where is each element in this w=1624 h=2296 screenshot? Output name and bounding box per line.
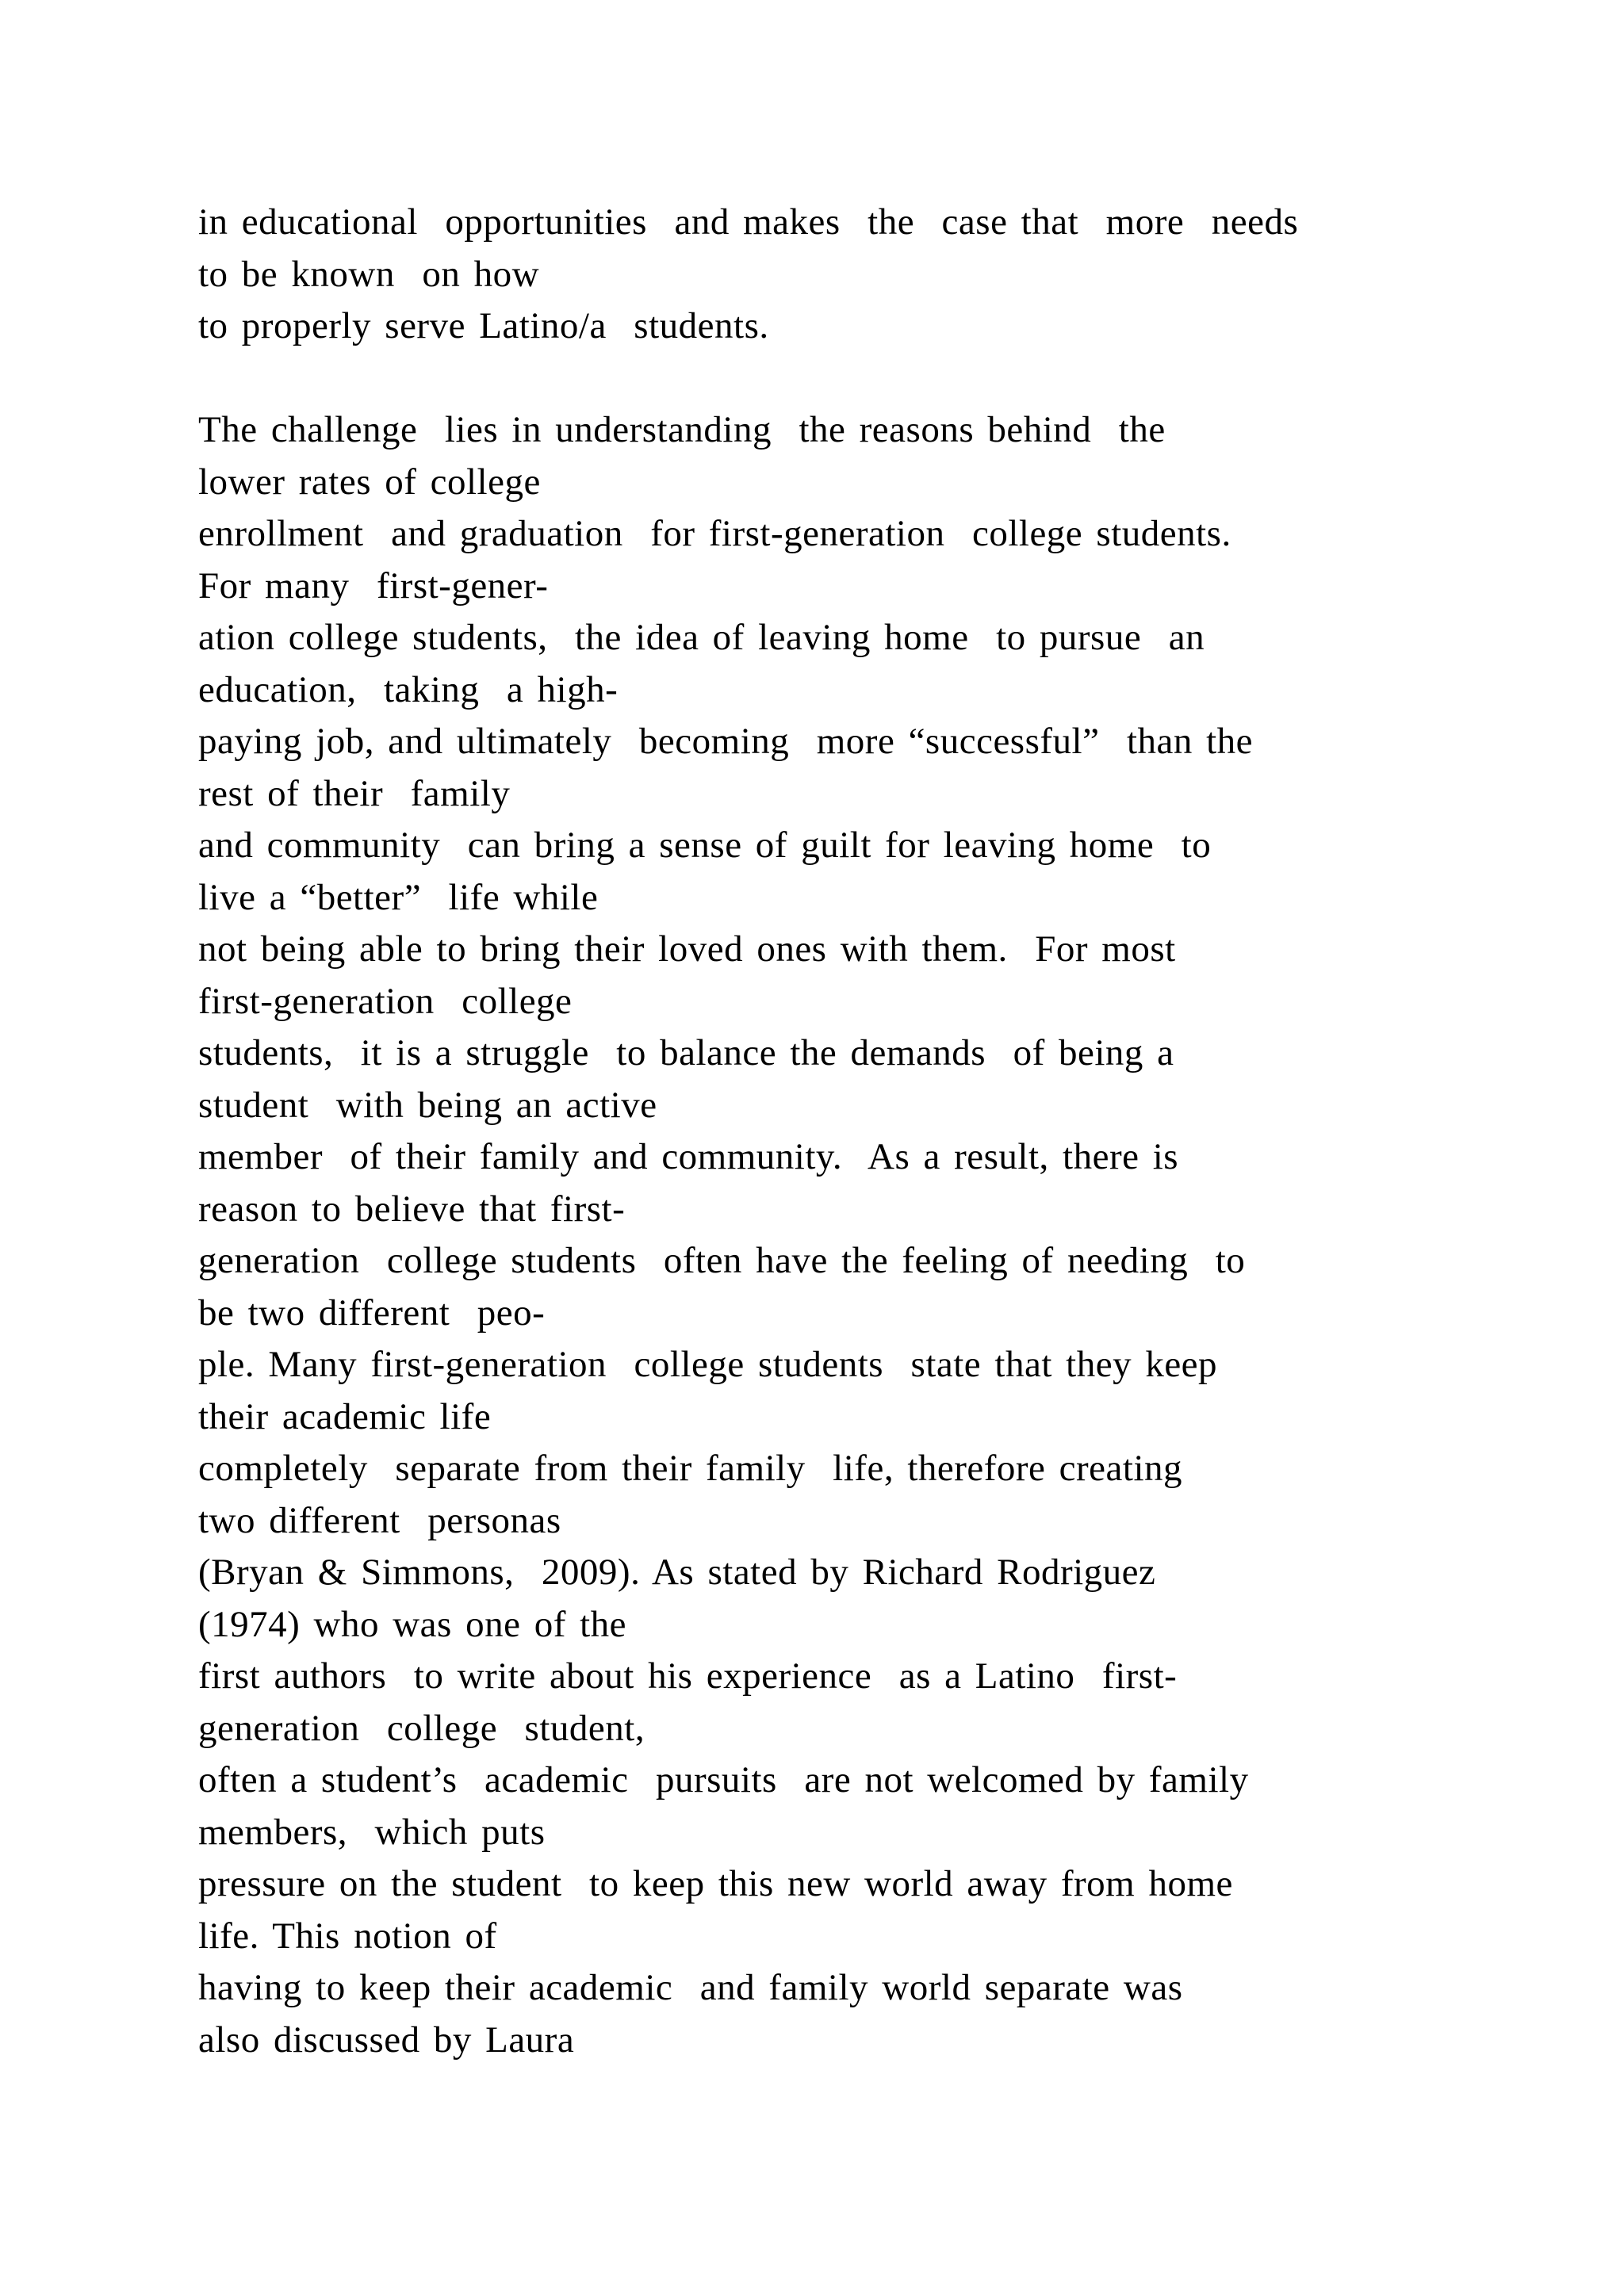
text-line: ple. Many first-generation college students state that they keep — [198, 1344, 1218, 1385]
text-line: two different personas — [198, 1499, 561, 1541]
text-line: often a student’s academic pursuits are not welcomed by family — [198, 1759, 1249, 1800]
paragraph-2 — [198, 404, 1435, 2066]
text-line: reason to believe that first- — [198, 1188, 626, 1230]
text-line: in educational opportunities and makes the case that more needs — [198, 201, 1299, 243]
text-line: generation college student, — [198, 1707, 645, 1749]
text-line: life. This notion of — [198, 1915, 497, 1957]
text-line: rest of their family — [198, 772, 511, 814]
text-line: student with being an active — [198, 1084, 657, 1126]
text-line: to be known on how — [198, 253, 540, 295]
paragraph-1 — [198, 197, 1435, 353]
text-line: member of their family and community. As a result, there is — [198, 1136, 1179, 1177]
text-line: (Bryan & Simmons, 2009). As stated by Richard Rodriguez — [198, 1552, 1156, 1593]
text-line: their academic life — [198, 1395, 492, 1437]
text-line: For many first-gener- — [198, 564, 549, 607]
text-line: enrollment and graduation for first-generation college students. — [198, 513, 1231, 554]
text-line: education, taking a high- — [198, 668, 619, 710]
text-line: live a “better” life while — [198, 876, 599, 918]
text-line: be two different peo- — [198, 1292, 546, 1334]
text-line: not being able to bring their loved ones with them. For most — [198, 928, 1176, 970]
text-line: members, which puts — [198, 1811, 546, 1853]
text-line: (1974) who was one of the — [198, 1603, 627, 1645]
paragraph-break — [198, 353, 1435, 405]
text-line: students, it is a struggle to balance the demands of being a — [198, 1032, 1174, 1073]
text-line: and community can bring a sense of guilt for leaving home to — [198, 825, 1212, 866]
body-text — [198, 197, 1435, 2066]
text-line: lower rates of college — [198, 461, 541, 503]
text-line: first-generation college — [198, 980, 573, 1022]
text-line: paying job, and ultimately becoming more “successful” than the — [198, 721, 1254, 762]
text-line: having to keep their academic and family world separate was — [198, 1967, 1183, 2008]
text-line: ation college students, the idea of leaving home to pursue an — [198, 617, 1205, 658]
text-line: to properly serve Latino/a students. — [198, 305, 769, 346]
text-line: also discussed by Laura — [198, 2019, 575, 2061]
text-line: completely separate from their family life, therefore creating — [198, 1448, 1183, 1489]
text-line: pressure on the student to keep this new world away from home — [198, 1863, 1233, 1904]
text-line: first authors to write about his experience as a Latino first- — [198, 1655, 1178, 1697]
text-line: generation college students often have the feeling of needing to — [198, 1240, 1246, 1281]
text-line: The challenge lies in understanding the reasons behind the — [198, 409, 1166, 450]
